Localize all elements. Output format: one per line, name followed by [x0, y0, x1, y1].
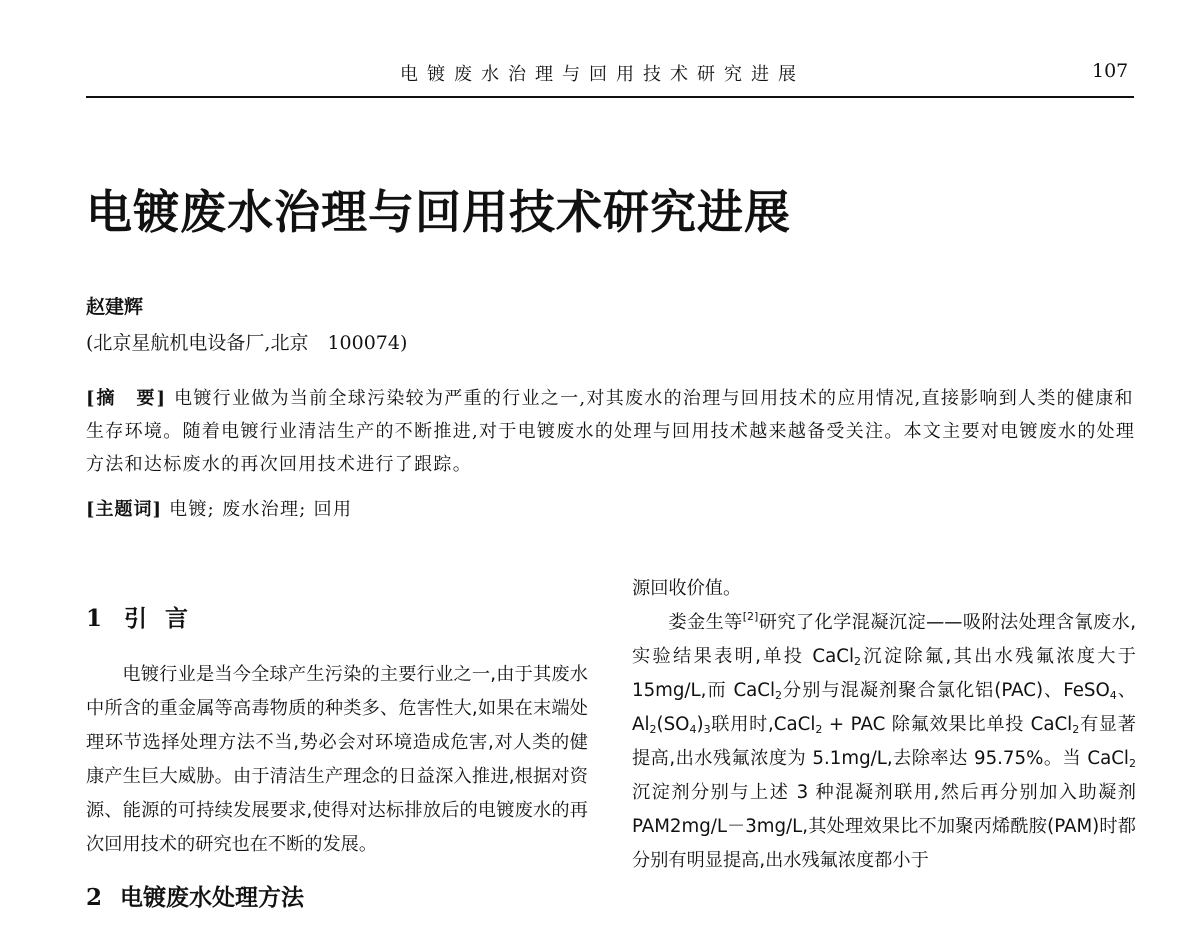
- abstract: [86, 382, 1136, 481]
- keywords-label: [主题词]: [86, 499, 163, 520]
- abstract-text: 电镀行业做为当前全球污染较为严重的行业之一,对其废水的治理与回用技术的应用情况,直接影响到人类的健康和生存环境。随着电镀行业清洁生产的不断推进,对于电镀废水的处理与回用技术越来越备受关注。本文主要对电镀废水的处理方法和达标废水的再次回用技术进行了跟踪。: [86, 388, 1136, 475]
- introduction-paragraph: 电镀行业是当今全球产生污染的主要行业之一,由于其废水中所含的重金属等高毒物质的种类多、危害性大,如果在末端处理环节选择处理方法不当,势必会对环境造成危害,对人类的健康产生巨大威胁。由于清洁生产理念的日益深入推进,根据对资源、能源的可持续发展要求,使得对达标排放后的电镀废水的再次回用技术的研究也在不断的发展。: [86, 664, 588, 855]
- body-paragraph: 娄金生等[2]研究了化学混凝沉淀——吸附法处理含氰废水,实验结果表明,单投 CaCl$_2$沉淀除氟,其出水残氟浓度大于 15mg/L,而 CaCl$_2$分别与混凝剂聚合氯化铝(PAC)、FeSO$_4$、$Al_2(SO_4)_3$联用时,CaCl$_2$ + PAC 除氟效果比单投 CaCl$_2$有显著提高,出水残氟浓度为 5.1mg/L,去除率达 95.75%。当 CaCl$_2$沉淀剂分别与上述 3 种混凝剂联用,然后再分别加入助凝剂 PAM2mg/L－3mg/L,其处理效果比不加聚丙烯酰胺(PAM)时都分别有明显提高,出水残氟浓度都小于: [632, 610, 1136, 871]
- section-title: 引言: [124, 605, 207, 632]
- section-number: 1: [86, 605, 103, 632]
- citation-ref: [2]: [742, 610, 759, 623]
- article-title: 电镀废水治理与回用技术研究进展: [86, 185, 791, 239]
- section-heading-introduction: [86, 594, 588, 644]
- keywords: [86, 493, 1136, 526]
- section-heading-methods: [86, 878, 588, 918]
- running-title: 电镀废水治理与回用技术研究进展: [400, 64, 805, 85]
- author-name: 赵建辉: [86, 296, 144, 318]
- section-title: 电镀废水处理方法: [120, 884, 305, 911]
- page-number: 107: [1092, 60, 1129, 82]
- keywords-text: 电镀; 废水治理; 回用: [169, 499, 353, 520]
- right-column: [632, 572, 1136, 878]
- abstract-label: [摘 要]: [86, 388, 168, 409]
- header-rule: [86, 96, 1134, 98]
- continuation-paragraph: 源回收价值。: [632, 578, 742, 599]
- section-number: 2: [86, 884, 103, 911]
- author-affiliation: (北京星航机电设备厂,北京 100074): [86, 332, 408, 354]
- left-column: [86, 594, 588, 918]
